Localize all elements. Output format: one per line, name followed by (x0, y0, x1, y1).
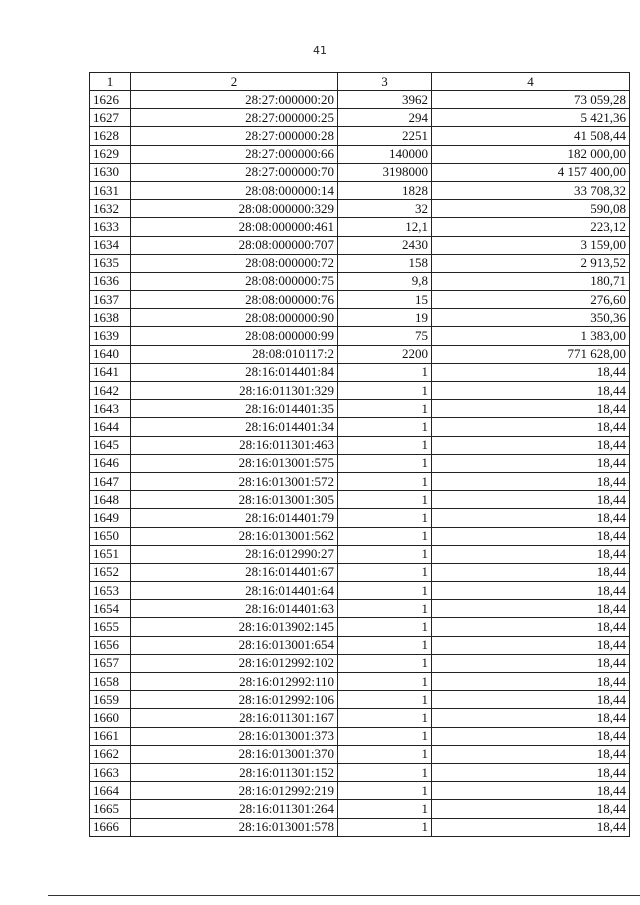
table-row (90, 418, 630, 436)
table-row (90, 763, 630, 781)
column-header-4: 4 (432, 73, 630, 91)
amount-value: 18,44 (432, 673, 630, 691)
cadastral-number: 28:16:012992:106 (131, 691, 338, 709)
cadastral-number: 28:27:000000:20 (131, 91, 338, 109)
amount-value: 276,60 (432, 291, 630, 309)
row-number: 1662 (90, 745, 131, 763)
area-value: 1 (338, 763, 432, 781)
cadastral-number: 28:16:013001:575 (131, 454, 338, 472)
row-number: 1643 (90, 400, 131, 418)
row-number: 1649 (90, 509, 131, 527)
amount-value: 41 508,44 (432, 127, 630, 145)
area-value: 1 (338, 818, 432, 836)
area-value: 3198000 (338, 163, 432, 181)
table-row (90, 109, 630, 127)
area-value: 1 (338, 782, 432, 800)
area-value: 1 (338, 472, 432, 490)
row-number: 1655 (90, 618, 131, 636)
area-value: 1 (338, 454, 432, 472)
amount-value: 590,08 (432, 200, 630, 218)
amount-value: 18,44 (432, 800, 630, 818)
cadastral-number: 28:16:011301:329 (131, 382, 338, 400)
page-number: 41 (313, 44, 327, 57)
cadastral-number: 28:16:011301:167 (131, 709, 338, 727)
area-value: 12,1 (338, 218, 432, 236)
area-value: 1 (338, 618, 432, 636)
table-row (90, 691, 630, 709)
row-number: 1659 (90, 691, 131, 709)
amount-value: 1 383,00 (432, 327, 630, 345)
amount-value: 18,44 (432, 545, 630, 563)
amount-value: 3 159,00 (432, 236, 630, 254)
amount-value: 18,44 (432, 600, 630, 618)
table-row (90, 363, 630, 381)
area-value: 1 (338, 491, 432, 509)
area-value: 75 (338, 327, 432, 345)
amount-value: 223,12 (432, 218, 630, 236)
amount-value: 18,44 (432, 491, 630, 509)
table-row (90, 800, 630, 818)
area-value: 2251 (338, 127, 432, 145)
cadastral-number: 28:08:000000:75 (131, 272, 338, 290)
amount-value: 18,44 (432, 454, 630, 472)
cadastral-number: 28:16:014401:63 (131, 600, 338, 618)
amount-value: 18,44 (432, 509, 630, 527)
amount-value: 5 421,36 (432, 109, 630, 127)
table-row (90, 545, 630, 563)
row-number: 1650 (90, 527, 131, 545)
table-row (90, 563, 630, 581)
table-row (90, 491, 630, 509)
area-value: 1 (338, 654, 432, 672)
cadastral-number: 28:16:012992:110 (131, 673, 338, 691)
row-number: 1632 (90, 200, 131, 218)
amount-value: 180,71 (432, 272, 630, 290)
amount-value: 4 157 400,00 (432, 163, 630, 181)
amount-value: 2 913,52 (432, 254, 630, 272)
amount-value: 18,44 (432, 418, 630, 436)
row-number: 1641 (90, 363, 131, 381)
cadastral-number: 28:08:000000:14 (131, 181, 338, 199)
cadastral-number: 28:16:014401:67 (131, 563, 338, 581)
row-number: 1631 (90, 181, 131, 199)
row-number: 1661 (90, 727, 131, 745)
amount-value: 18,44 (432, 472, 630, 490)
area-value: 9,8 (338, 272, 432, 290)
amount-value: 182 000,00 (432, 145, 630, 163)
area-value: 1 (338, 745, 432, 763)
cadastral-number: 28:08:000000:72 (131, 254, 338, 272)
row-number: 1637 (90, 291, 131, 309)
table-row (90, 127, 630, 145)
cadastral-number: 28:16:013001:305 (131, 491, 338, 509)
area-value: 19 (338, 309, 432, 327)
amount-value: 18,44 (432, 636, 630, 654)
area-value: 1 (338, 582, 432, 600)
cadastral-number: 28:16:013001:562 (131, 527, 338, 545)
area-value: 1 (338, 418, 432, 436)
table-row (90, 200, 630, 218)
amount-value: 18,44 (432, 763, 630, 781)
row-number: 1653 (90, 582, 131, 600)
row-number: 1646 (90, 454, 131, 472)
land-plots-table (89, 72, 630, 837)
column-header-2: 2 (131, 73, 338, 91)
table-row (90, 345, 630, 363)
cadastral-number: 28:16:013902:145 (131, 618, 338, 636)
amount-value: 18,44 (432, 818, 630, 836)
amount-value: 18,44 (432, 382, 630, 400)
table-header-row (90, 73, 630, 91)
amount-value: 18,44 (432, 709, 630, 727)
table-row (90, 327, 630, 345)
cadastral-number: 28:08:010117:2 (131, 345, 338, 363)
row-number: 1651 (90, 545, 131, 563)
cadastral-number: 28:16:014401:79 (131, 509, 338, 527)
table-row (90, 291, 630, 309)
row-number: 1640 (90, 345, 131, 363)
table-row (90, 709, 630, 727)
cadastral-number: 28:16:014401:84 (131, 363, 338, 381)
area-value: 140000 (338, 145, 432, 163)
table-row (90, 436, 630, 454)
row-number: 1647 (90, 472, 131, 490)
area-value: 2430 (338, 236, 432, 254)
cadastral-number: 28:27:000000:25 (131, 109, 338, 127)
area-value: 1 (338, 363, 432, 381)
cadastral-number: 28:08:000000:90 (131, 309, 338, 327)
row-number: 1633 (90, 218, 131, 236)
cadastral-number: 28:08:000000:76 (131, 291, 338, 309)
row-number: 1657 (90, 654, 131, 672)
table-row (90, 309, 630, 327)
area-value: 1 (338, 400, 432, 418)
row-number: 1645 (90, 436, 131, 454)
table-row (90, 400, 630, 418)
amount-value: 18,44 (432, 691, 630, 709)
area-value: 1 (338, 545, 432, 563)
area-value: 3962 (338, 91, 432, 109)
cadastral-number: 28:16:011301:152 (131, 763, 338, 781)
area-value: 1 (338, 727, 432, 745)
table-row (90, 382, 630, 400)
cadastral-number: 28:16:013001:578 (131, 818, 338, 836)
row-number: 1635 (90, 254, 131, 272)
table-row (90, 527, 630, 545)
column-header-1: 1 (90, 73, 131, 91)
area-value: 1 (338, 691, 432, 709)
cadastral-number: 28:16:012992:102 (131, 654, 338, 672)
cadastral-number: 28:16:011301:264 (131, 800, 338, 818)
area-value: 1 (338, 600, 432, 618)
table-row (90, 636, 630, 654)
amount-value: 771 628,00 (432, 345, 630, 363)
table-row (90, 600, 630, 618)
table-row (90, 254, 630, 272)
amount-value: 350,36 (432, 309, 630, 327)
cadastral-number: 28:08:000000:707 (131, 236, 338, 254)
table-row (90, 582, 630, 600)
table-row (90, 727, 630, 745)
amount-value: 73 059,28 (432, 91, 630, 109)
cadastral-number: 28:27:000000:66 (131, 145, 338, 163)
amount-value: 18,44 (432, 436, 630, 454)
row-number: 1665 (90, 800, 131, 818)
amount-value: 18,44 (432, 782, 630, 800)
row-number: 1627 (90, 109, 131, 127)
amount-value: 18,44 (432, 727, 630, 745)
row-number: 1636 (90, 272, 131, 290)
row-number: 1638 (90, 309, 131, 327)
table-body (90, 91, 630, 837)
area-value: 15 (338, 291, 432, 309)
cadastral-number: 28:16:013001:572 (131, 472, 338, 490)
row-number: 1628 (90, 127, 131, 145)
area-value: 1 (338, 509, 432, 527)
column-header-3: 3 (338, 73, 432, 91)
amount-value: 33 708,32 (432, 181, 630, 199)
cadastral-number: 28:16:012992:219 (131, 782, 338, 800)
area-value: 1 (338, 709, 432, 727)
table-row (90, 654, 630, 672)
row-number: 1648 (90, 491, 131, 509)
table-row (90, 782, 630, 800)
page-bottom-rule (48, 895, 640, 896)
area-value: 158 (338, 254, 432, 272)
cadastral-number: 28:16:014401:34 (131, 418, 338, 436)
row-number: 1666 (90, 818, 131, 836)
cadastral-number: 28:16:014401:35 (131, 400, 338, 418)
table-row (90, 236, 630, 254)
row-number: 1656 (90, 636, 131, 654)
amount-value: 18,44 (432, 363, 630, 381)
row-number: 1629 (90, 145, 131, 163)
row-number: 1660 (90, 709, 131, 727)
cadastral-number: 28:16:013001:373 (131, 727, 338, 745)
row-number: 1658 (90, 673, 131, 691)
row-number: 1652 (90, 563, 131, 581)
area-value: 1 (338, 673, 432, 691)
area-value: 32 (338, 200, 432, 218)
area-value: 1 (338, 382, 432, 400)
table-row (90, 218, 630, 236)
row-number: 1642 (90, 382, 131, 400)
row-number: 1626 (90, 91, 131, 109)
table-row (90, 181, 630, 199)
cadastral-number: 28:27:000000:70 (131, 163, 338, 181)
table-row (90, 745, 630, 763)
table-row (90, 91, 630, 109)
table-row (90, 818, 630, 836)
cadastral-number: 28:16:014401:64 (131, 582, 338, 600)
cadastral-number: 28:27:000000:28 (131, 127, 338, 145)
area-value: 1 (338, 527, 432, 545)
table-row (90, 145, 630, 163)
amount-value: 18,44 (432, 654, 630, 672)
row-number: 1639 (90, 327, 131, 345)
area-value: 294 (338, 109, 432, 127)
area-value: 1 (338, 636, 432, 654)
table-row (90, 454, 630, 472)
cadastral-number: 28:16:013001:654 (131, 636, 338, 654)
area-value: 1828 (338, 181, 432, 199)
amount-value: 18,44 (432, 527, 630, 545)
area-value: 1 (338, 800, 432, 818)
table-row (90, 472, 630, 490)
amount-value: 18,44 (432, 400, 630, 418)
row-number: 1664 (90, 782, 131, 800)
table-row (90, 272, 630, 290)
row-number: 1654 (90, 600, 131, 618)
table-row (90, 509, 630, 527)
area-value: 1 (338, 563, 432, 581)
cadastral-number: 28:08:000000:329 (131, 200, 338, 218)
amount-value: 18,44 (432, 745, 630, 763)
amount-value: 18,44 (432, 618, 630, 636)
area-value: 2200 (338, 345, 432, 363)
amount-value: 18,44 (432, 563, 630, 581)
cadastral-number: 28:16:012990:27 (131, 545, 338, 563)
cadastral-number: 28:08:000000:461 (131, 218, 338, 236)
table-row (90, 618, 630, 636)
row-number: 1663 (90, 763, 131, 781)
cadastral-number: 28:16:013001:370 (131, 745, 338, 763)
row-number: 1634 (90, 236, 131, 254)
row-number: 1630 (90, 163, 131, 181)
cadastral-number: 28:08:000000:99 (131, 327, 338, 345)
amount-value: 18,44 (432, 582, 630, 600)
row-number: 1644 (90, 418, 131, 436)
table-row (90, 673, 630, 691)
table-row (90, 163, 630, 181)
area-value: 1 (338, 436, 432, 454)
cadastral-number: 28:16:011301:463 (131, 436, 338, 454)
